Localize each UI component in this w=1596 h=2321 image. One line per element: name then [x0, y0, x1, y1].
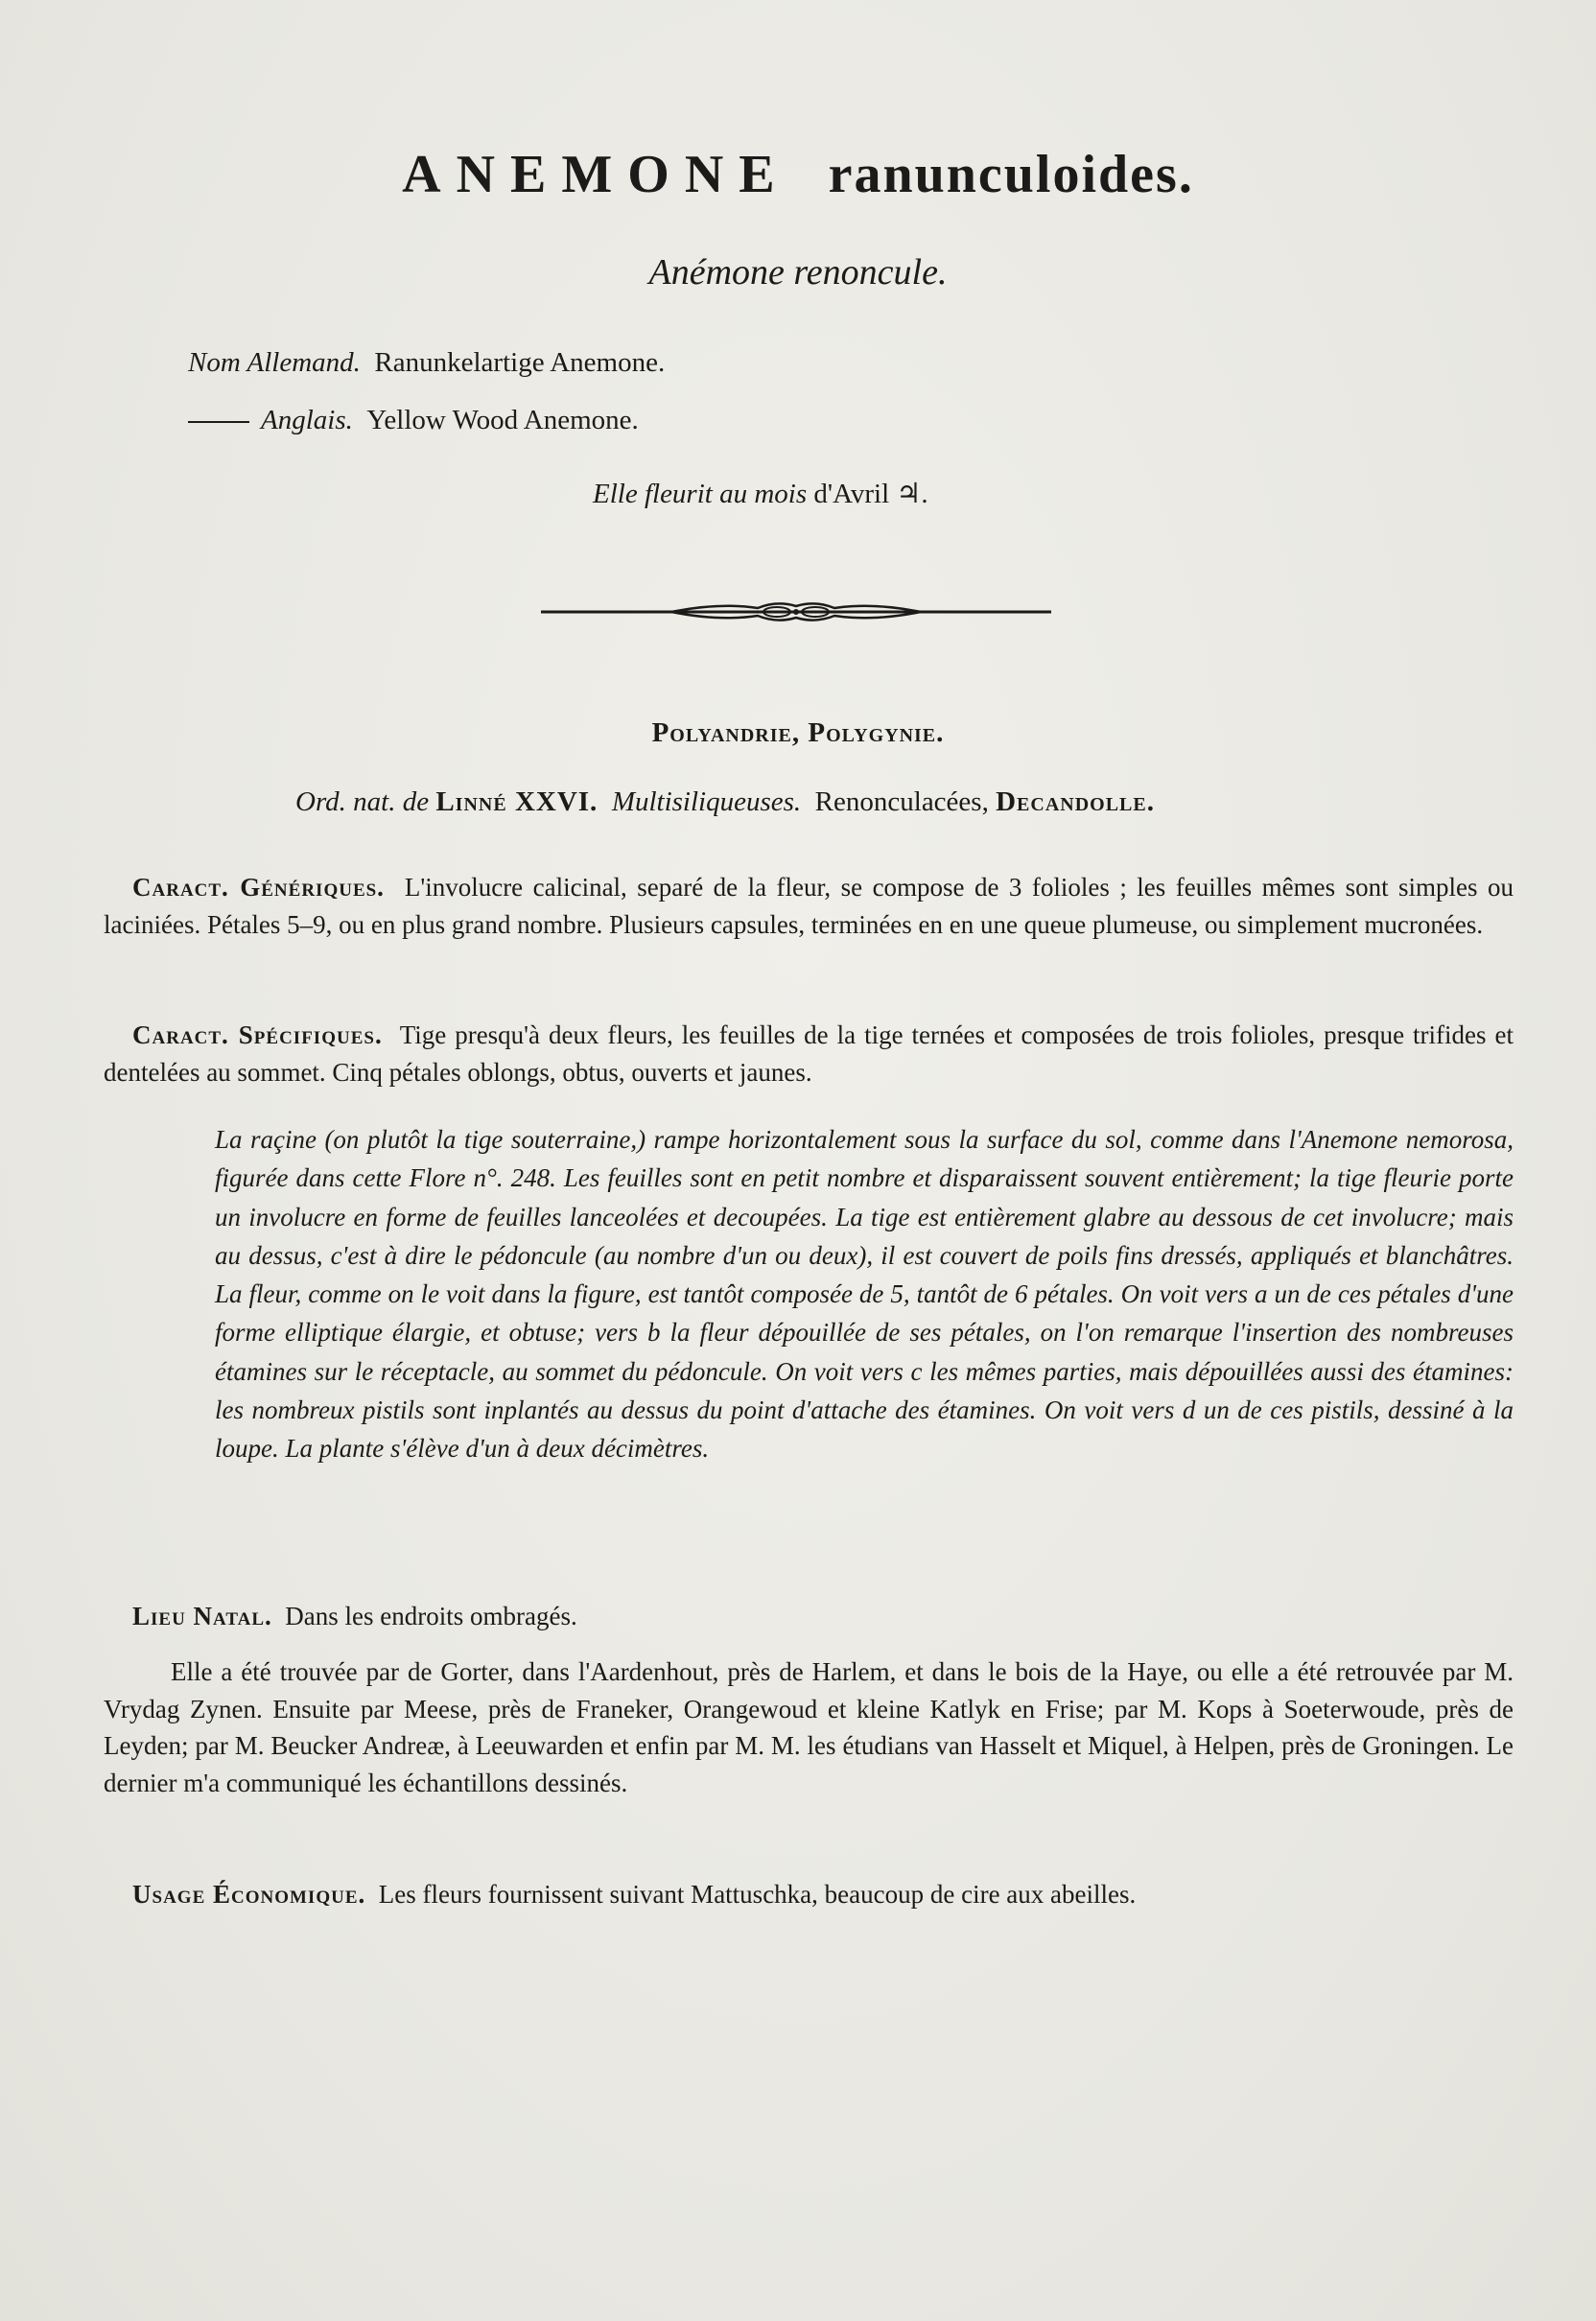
title-species: ranunculoides.	[828, 145, 1194, 204]
linnaean-class: Polyandrie, Polygynie.	[651, 717, 945, 748]
ornament-divider	[537, 595, 1055, 629]
economic-use-text: Les fleurs fournissent suivant Mattuschka, beaucoup de cire aux abeilles.	[378, 1880, 1137, 1909]
flowering-line	[593, 477, 928, 510]
german-name-value: Ranunkelartige Anemone.	[374, 347, 666, 378]
page-title	[0, 144, 1596, 205]
classification-line	[0, 717, 1596, 749]
generic-characters-text: L'involucre calicinal, separé de la fleur, se compose de 3 folioles ; les feuilles mêmes sont simples ou laciniées. Pétales 5–9, ou en plus grand nombre. Plusieurs capsules, terminées en en une queue plumeuse, ou simplement mucronées.	[104, 873, 1514, 939]
ord-renonculacees: Renonculacées,	[814, 786, 989, 817]
ditto-dash	[188, 421, 249, 423]
ord-decandolle: Decandolle.	[996, 786, 1155, 817]
flowering-month: d'Avril ♃.	[813, 479, 928, 509]
flowering-text: Elle fleurit au mois	[593, 479, 808, 509]
german-name-label: Nom Allemand.	[188, 347, 361, 378]
ord-linne: Linné XXVI.	[435, 786, 598, 817]
english-name-line	[188, 405, 639, 436]
native-habitat-label: Lieu Natal.	[132, 1602, 272, 1630]
german-name-line	[188, 347, 665, 379]
ord-multisiliqueuses: Multisiliqueuses.	[611, 786, 802, 817]
english-name-value: Yellow Wood Anemone.	[366, 405, 639, 435]
native-habitat-paragraph	[104, 1598, 1514, 1635]
economic-use-label: Usage Économique.	[132, 1880, 366, 1909]
title-genus: ANEMONE	[402, 145, 790, 204]
generic-characters-paragraph	[104, 869, 1514, 944]
specific-characters-text: Tige presqu'à deux fleurs, les feuilles de la tige ternées et composées de trois folioles, presque trifides et dentelées au sommet. Cinq pétales oblongs, obtus, ouverts et jaunes.	[104, 1020, 1514, 1087]
economic-use-paragraph	[104, 1876, 1514, 1913]
specific-characters-label: Caract. Spécifiques.	[132, 1020, 383, 1049]
natural-order-line	[295, 786, 1155, 818]
generic-characters-label: Caract. Génériques.	[132, 873, 385, 902]
specific-characters-paragraph	[104, 1017, 1514, 1091]
locations-paragraph: Elle a été trouvée par de Gorter, dans l'Aardenhout, près de Harlem, et dans le bois de la Haye, ou elle a été retrouvée par M. Vrydag Zynen. Ensuite par Meese, près de Franeker, Orangewoud et kleine Katlyk en Frise; par M. Kops à Soeterwoude, près de Leyden; par M. Beucker Andreæ, à Leeuwarden et enfin par M. M. les étudians van Hasselt et Miquel, à Helpen, près de Groningen. Le dernier m'a communiqué les échantillons dessinés.	[104, 1657, 1514, 1797]
description-paragraph: La raçine (on plutôt la tige souterraine,) rampe horizontalement sous la surface du sol, comme dans l'Anemone nemorosa, figurée dans cette Flore n°. 248. Les feuilles sont en petit nombre et disparaissent souvent entièrement; la tige fleurie porte un involucre en forme de feuilles lanceolées et decoupées. La tige est entièrement glabre au dessous de cet involucre; mais au dessus, c'est à dire le pédoncule (au nombre d'un ou deux), il est couvert de poils fins dressés, appliqués et blanchâtres. La fleur, comme on le voit dans la figure, est tantôt composée de 5, tantôt de 6 pétales. On voit vers a un de ces pétales d'une forme elliptique élargie, et obtuse; vers b la fleur dépouillée de ses pétales, on l'on remarque l'insertion des nombreuses étamines sur le réceptacle, au sommet du pédoncule. On voit vers c les mêmes parties, mais dépouillées aussi des étamines: les nombreux pistils sont inplantés au dessus du point d'attache des étamines. On voit vers d un de ces pistils, dessiné à la loupe. La plante s'élève d'un à deux décimètres.	[215, 1125, 1514, 1464]
english-name-label: Anglais.	[261, 405, 353, 435]
ord-nat-label: Ord. nat.	[295, 786, 396, 817]
native-habitat-text: Dans les endroits ombragés.	[285, 1602, 577, 1630]
ord-de: de	[402, 786, 430, 817]
french-name: Anémone renoncule.	[648, 252, 948, 293]
